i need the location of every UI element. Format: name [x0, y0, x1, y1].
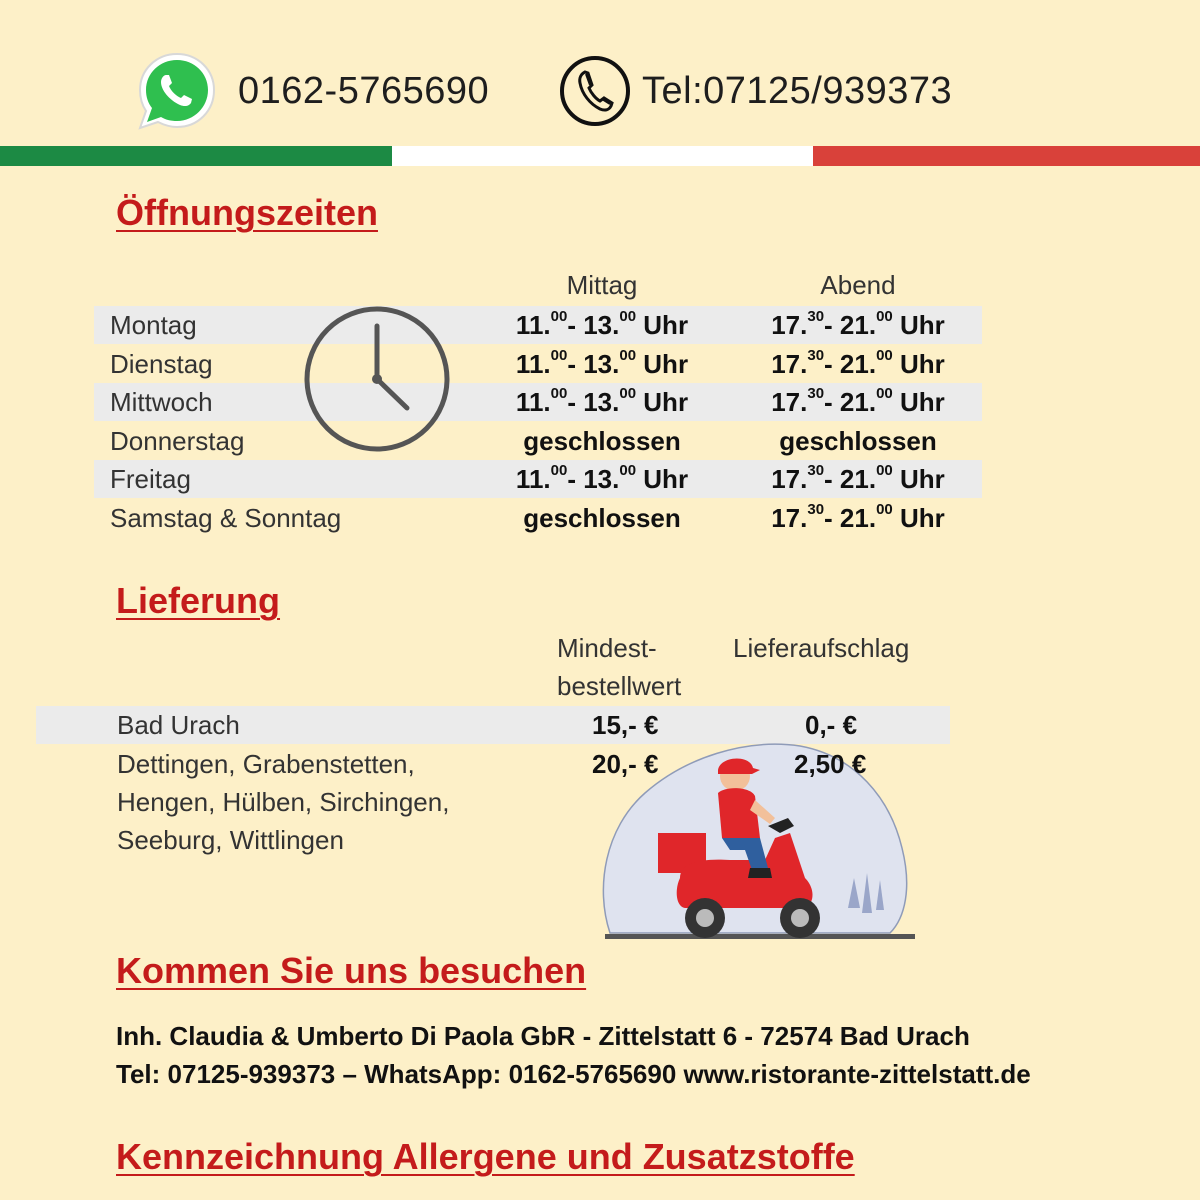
eve-time-part: 00: [876, 462, 893, 480]
eve-time-part: 30: [807, 346, 825, 364]
opening-row: [94, 306, 982, 344]
mid-time: [487, 306, 717, 344]
mid-closed: geschlossen: [523, 503, 681, 533]
mid-time: [487, 345, 717, 383]
mid-time-part: 00: [619, 462, 637, 480]
eve-time-part: 30: [807, 462, 825, 480]
phone-icon: [558, 54, 632, 128]
opening-day: Mittwoch: [110, 387, 213, 418]
mid-time-part: 00: [550, 346, 568, 364]
flag-green: [0, 146, 392, 166]
whatsapp-contact[interactable]: [136, 48, 489, 134]
eve-time-part: - 21.: [824, 464, 877, 495]
opening-day: Samstag & Sonntag: [110, 503, 342, 533]
eve-time-part: 00: [876, 501, 893, 518]
eve-time-part: Uhr: [900, 310, 945, 340]
eve-time-part: 17.: [771, 348, 808, 379]
delivery-area-line1: Dettingen, Grabenstetten,: [117, 749, 415, 779]
opening-hours-title: Öffnungszeiten: [116, 192, 378, 233]
owner-address-line: Inh. Claudia & Umberto Di Paola GbR - Zittelstatt 6 - 72574 Bad Urach: [116, 1021, 970, 1051]
clock-icon: [302, 304, 452, 454]
mid-time-part: - 13.: [567, 348, 620, 379]
eve-time: [743, 499, 973, 537]
eve-time-part: 17.: [771, 503, 808, 533]
eve-time: [743, 383, 973, 421]
delivery-fee: 2,50 €: [794, 749, 867, 779]
mid-time-part: Uhr: [643, 387, 689, 418]
mid-time-part: Uhr: [643, 310, 689, 340]
delivery-fee-header: Lieferaufschlag: [733, 633, 910, 663]
mid-time-part: 00: [619, 308, 637, 325]
mid-time-part: 11.: [515, 310, 551, 340]
mid-time-part: - 13.: [567, 387, 620, 418]
min-order-header-line2: bestellwert: [557, 671, 682, 701]
opening-row: [94, 383, 982, 421]
delivery-fee: 0,- €: [805, 710, 858, 740]
eve-time-part: 30: [807, 308, 825, 325]
min-order-header-line1: Mindest-: [557, 633, 657, 663]
opening-day: Dienstag: [110, 348, 213, 379]
mid-time: [487, 460, 717, 498]
eve-time-part: 17.: [771, 387, 808, 418]
mid-time: [487, 383, 717, 421]
phone-number[interactable]: Tel:07125/939373: [642, 69, 953, 112]
opening-day: Donnerstag: [110, 425, 245, 456]
opening-row: [94, 460, 982, 498]
mid-time-part: 11.: [515, 387, 551, 418]
eve-time-part: 30: [807, 385, 825, 403]
phone-contact[interactable]: [558, 48, 952, 134]
delivery-area-line3: Seeburg, Wittlingen: [117, 825, 344, 855]
mid-time-part: - 13.: [567, 310, 620, 340]
eve-time-part: - 21.: [824, 310, 877, 340]
eve-time-part: 00: [876, 346, 893, 364]
eve-time-part: - 21.: [824, 387, 877, 418]
opening-row: [94, 499, 982, 537]
delivery-area-line2: Hengen, Hülben, Sirchingen,: [117, 787, 450, 817]
eve-time-part: Uhr: [900, 387, 945, 418]
opening-day: Montag: [110, 310, 197, 340]
opening-row: [94, 422, 982, 460]
eve-time-part: - 21.: [824, 348, 877, 379]
opening-row: [94, 345, 982, 383]
contact-website-line[interactable]: Tel: 07125-939373 – WhatsApp: 0162-5765690 www.ristorante-zittelstatt.de: [116, 1059, 1031, 1089]
allergens-title[interactable]: Kennzeichnung Allergene und Zusatzstoffe: [116, 1136, 855, 1177]
delivery-area: Bad Urach: [117, 710, 240, 740]
delivery-min: 15,- €: [592, 710, 659, 740]
mid-time-part: 00: [550, 462, 568, 480]
eve-time-part: 17.: [771, 310, 808, 340]
eve-time-part: Uhr: [900, 503, 945, 533]
mid-time-part: Uhr: [643, 464, 689, 495]
mid-time-part: 00: [619, 346, 637, 364]
midday-header: Mittag: [566, 270, 638, 300]
whatsapp-number[interactable]: 0162-5765690: [238, 69, 490, 112]
eve-time-part: Uhr: [900, 348, 945, 379]
eve-time: [743, 460, 973, 498]
evening-header: Abend: [820, 270, 896, 300]
eve-time-part: Uhr: [900, 464, 945, 495]
eve-time: [743, 345, 973, 383]
mid-time-part: 00: [550, 308, 568, 325]
delivery-title: Lieferung: [116, 580, 281, 621]
eve-time-part: 17.: [771, 464, 808, 495]
eve-time-part: 00: [876, 308, 893, 325]
mid-time-part: Uhr: [643, 348, 689, 379]
delivery-min: 20,- €: [592, 749, 659, 779]
whatsapp-icon: [136, 50, 218, 132]
visit-title: Kommen Sie uns besuchen: [116, 950, 587, 991]
mid-time-part: 00: [619, 385, 637, 403]
eve-closed: geschlossen: [779, 425, 937, 456]
eve-time-part: 00: [876, 385, 893, 403]
mid-time-part: 00: [550, 385, 568, 403]
opening-day: Freitag: [110, 464, 191, 495]
flag-red: [813, 146, 1200, 166]
eve-time-part: - 21.: [824, 503, 877, 533]
mid-time-part: 11.: [515, 464, 551, 495]
eve-time-part: 30: [807, 501, 825, 518]
mid-time-part: 11.: [515, 348, 551, 379]
mid-time-part: - 13.: [567, 464, 620, 495]
italian-flag-stripe: [0, 146, 1200, 166]
eve-time: [743, 306, 973, 344]
flag-white: [392, 146, 813, 166]
mid-closed: geschlossen: [523, 425, 681, 456]
